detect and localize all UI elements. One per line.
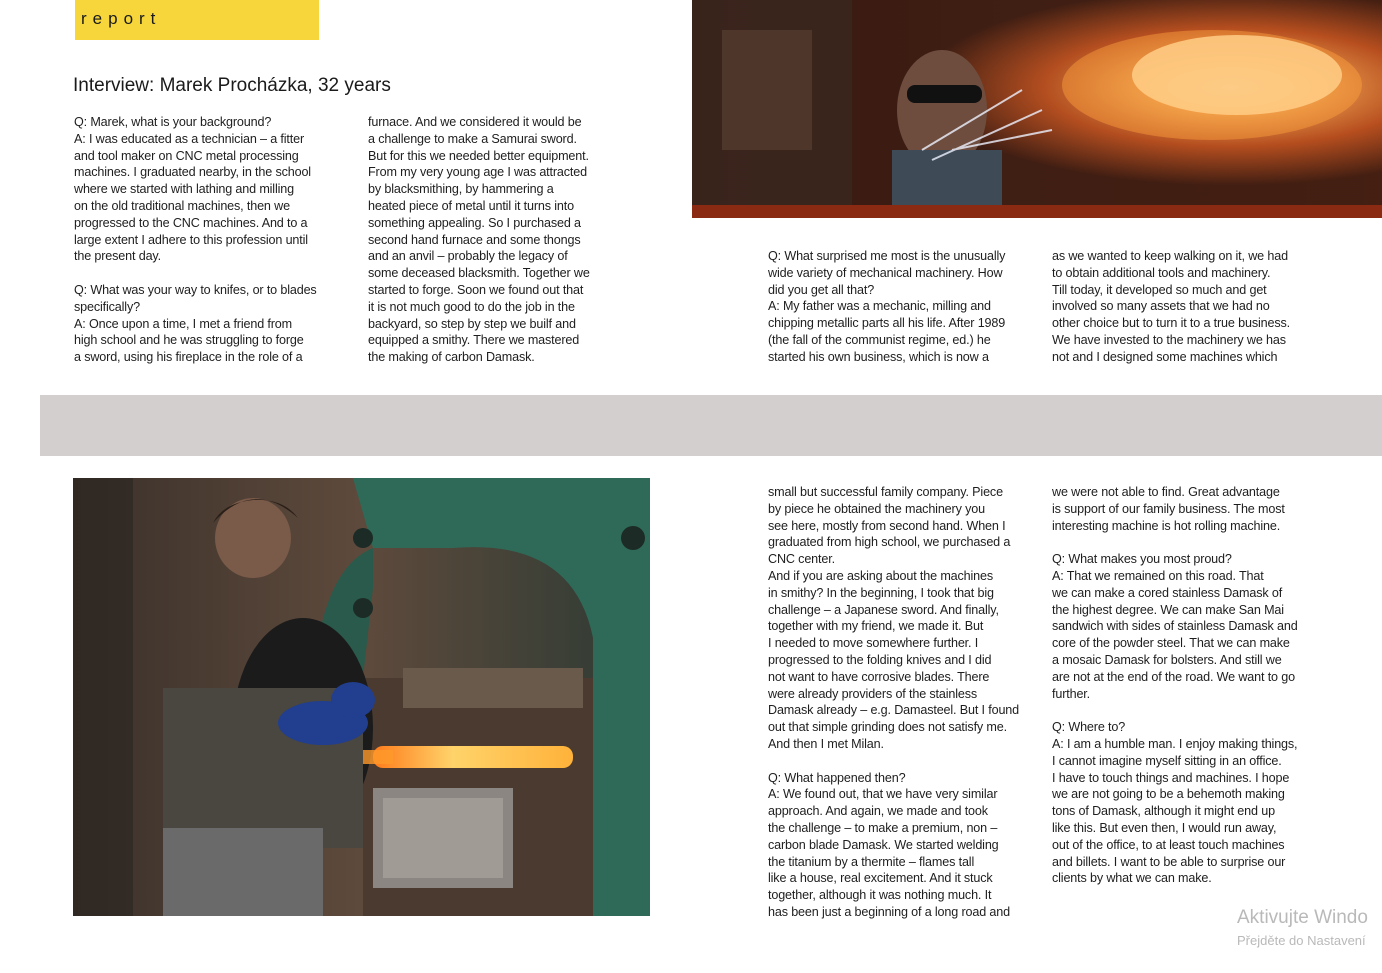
article-column-bottom-right-2: we were not able to find. Great advantage is support of our family business. The most interesting machine is hot rolling machine. Q: What makes you most proud? A: That we remained on this road. That we can make a cored stainless Damask of the highest degree. We can make San Mai sandwich with sides of stainless Damask and core of the powder steel. That we can make a mosaic Damask for bolsters. And still we are not at the end of the road. We want to go further. Q: Where to? A: I am a humble man. I enjoy making things, I cannot imagine myself sitting in an office. I have to touch things and machines. I hope we are not going to be a behemoth making tons of Damask, although it might end up like this. But even then, I would run away, out of the office, to at least touch machines and billets. I want to be able to surprise our clients by what we can make. [1052, 485, 1298, 886]
article-column-top-left-1: Q: Marek, what is your background? A: I was educated as a technician – a fitter and tool maker on CNC metal processing machines. I graduated nearby, in the school where we started with lathing and milling on the old traditional machines, then we progressed to the CNC machines. And to a large extent I adhere to this profession until the present day. Q: What was your way to knifes, or to blades specifically? A: Once upon a time, I met a friend from high school and he was struggling to forge a sword, using his fireplace in the role of a [74, 115, 317, 365]
article-column-bottom-right-1: small but successful family company. Piece by piece he obtained the machinery you see here, mostly from second hand. When I graduated from high school, we purchased a CNC center. And if you are asking about the machines in smithy? In the beginning, I took that big challenge – a Japanese sword. And finally, together with my friend, we made it. But I needed to move somewhere further. I progressed to the folding knives and I did not want to have corrosive blades. There were already providers of the stainless Damask already – e.g. Damasteel. But I found out that simple grinding does not satisfy me. And then I met Milan. Q: What happened then? A: We found out, that we have very similar approach. And again, we made and took the challenge – to make a premium, non – carbon blade Damask. We started welding the titanium by a thermite – flames tall like a house, real excitement. And it stuck together, although it was nothing much. It has been just a beginning of a long road and [768, 485, 1020, 919]
page-divider-band [40, 395, 1382, 456]
blacksmith-forging-photo [73, 478, 650, 916]
article-column-top-right-1: Q: What surprised me most is the unusually wide variety of mechanical machinery. How did you get all that? A: My father was a mechanic, milling and chipping metallic parts all his life. After 1989 (the fall of the communist regime, ed.) he started his own business, which is now a [768, 249, 1006, 364]
windows-activation-watermark-subtitle: Přejděte do Nastavení [1237, 933, 1366, 948]
section-tag-label: report [81, 9, 162, 28]
article-title: Interview: Marek Procházka, 32 years [73, 75, 391, 96]
article-column-top-right-2: as we wanted to keep walking on it, we had to obtain additional tools and machinery. Till today, it developed so much and get involved so many assets that we had no other choice but to turn it to a true business. We have invested to the machinery we has not and I designed some machines which [1052, 249, 1290, 364]
section-tag [75, 0, 319, 40]
windows-activation-watermark-title: Aktivujte Windo [1237, 907, 1368, 928]
forge-worker-glasses-photo [692, 0, 1382, 218]
article-column-top-left-2: furnace. And we considered it would be a challenge to make a Samurai sword. But for this we needed better equipment. From my very young age I was attracted by blacksmithing, by hammering a heated piece of metal until it turns into something appealing. So I purchased a second hand furnace and some thongs and an anvil – probably the legacy of some deceased blacksmith. Together we started to forge. Soon we found out that it is not much good to do the job in the backyard, so step by step we builf and equipped a smithy. There we mastered the making of carbon Damask. [368, 115, 590, 365]
